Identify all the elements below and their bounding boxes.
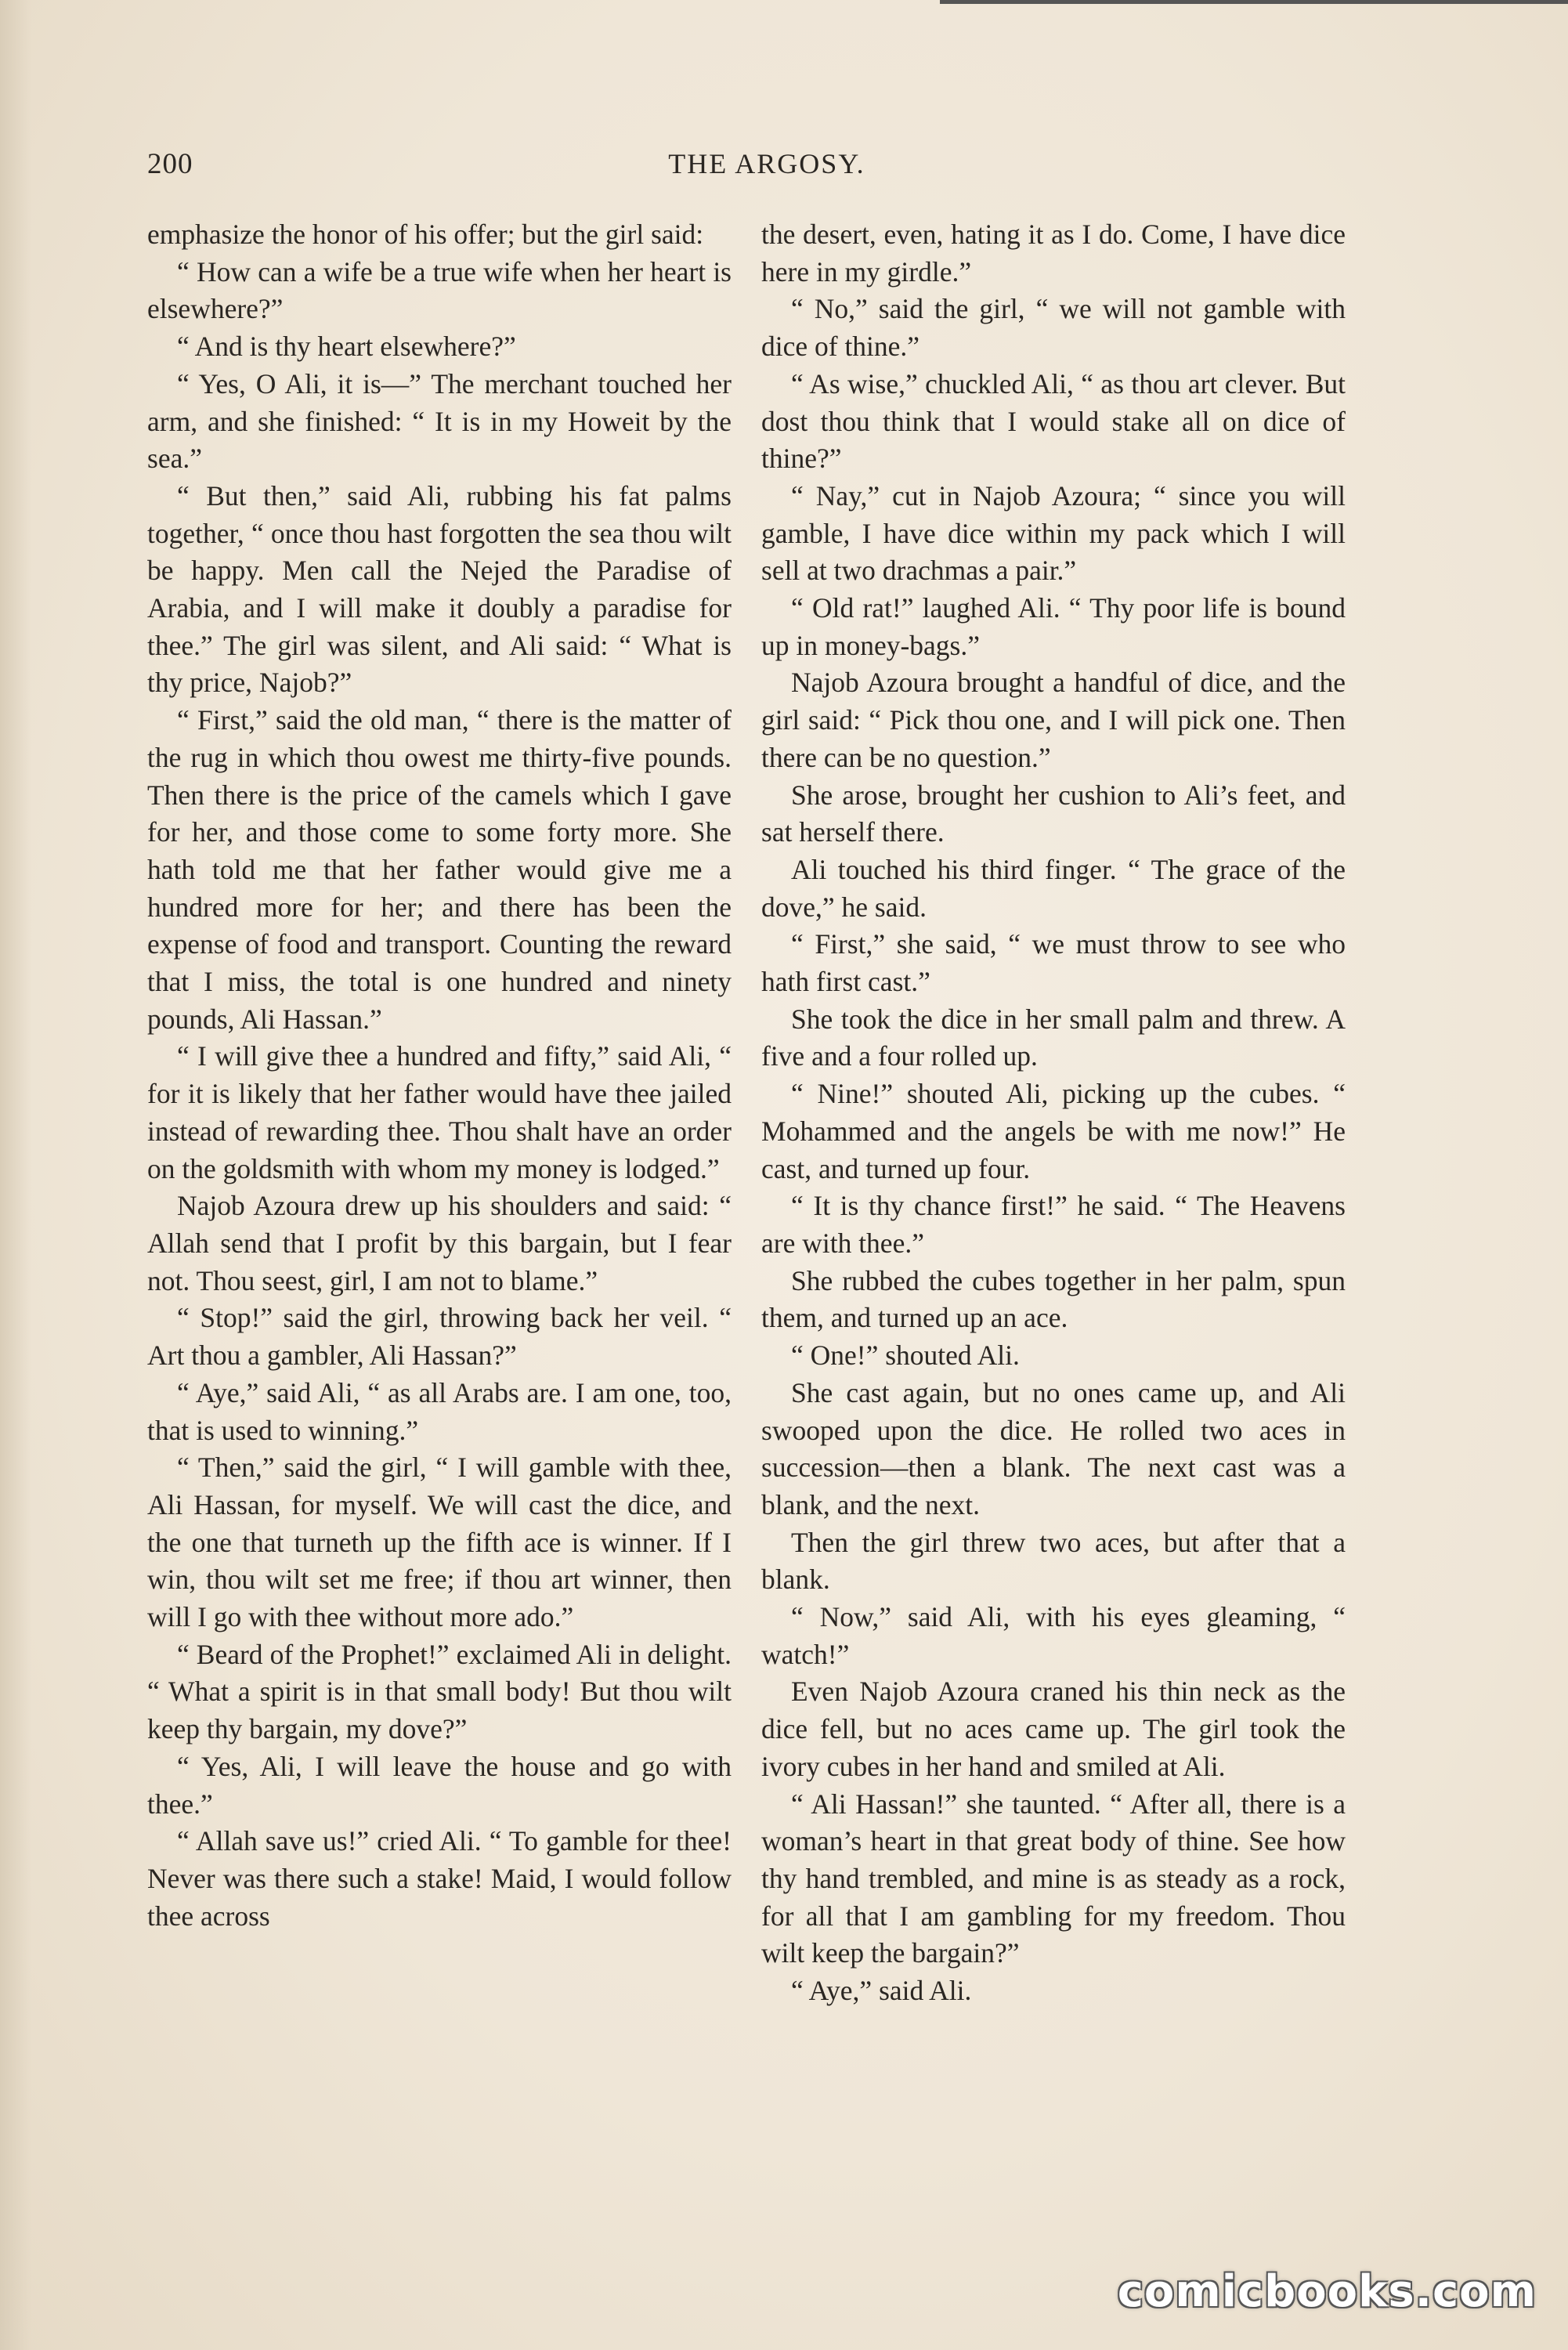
- paragraph: Then the girl threw two aces, but after that a blank.: [761, 1526, 1346, 1596]
- paragraph: emphasize the honor of his offer; but the girl said:: [147, 219, 704, 250]
- right-text-column: [761, 216, 1346, 2010]
- left-text-column: [147, 216, 732, 1935]
- running-title: THE ARGOSY.: [668, 148, 865, 179]
- paragraph: “ As wise,” chuckled Ali, “ as thou art clever. But dost thou think that I would stake all on dice of thine?”: [761, 367, 1346, 475]
- paragraph: “ No,” said the girl, “ we will not gamble with dice of thine.”: [761, 293, 1346, 363]
- page-header: [147, 147, 1386, 186]
- paragraph: “ First,” said the old man, “ there is the matter of the rug in which thou owest me thirty-five pounds. Then there is the price of the camels which I gave for her, and those come to some forty more. She hath told me that her father would give me a hundred more for her; and there has been the expense of food and transport. Counting the reward that I miss, the total is one hundred and ninety pounds, Ali Hassan.”: [147, 704, 732, 1035]
- paragraph: She took the dice in her small palm and threw. A five and a four rolled up.: [761, 1003, 1346, 1072]
- page-number: 200: [147, 148, 193, 180]
- paragraph: “ But then,” said Ali, rubbing his fat palms together, “ once thou hast forgotten the sea thou wilt be happy. Men call the Nejed the Paradise of Arabia, and I will make it doubly a paradise for thee.” The girl was silent, and Ali said: “ What is thy price, Najob?”: [147, 479, 732, 699]
- paragraph: “ One!” shouted Ali.: [791, 1340, 1020, 1372]
- paragraph: Ali touched his third finger. “ The grace of the dove,” he said.: [761, 853, 1346, 923]
- paragraph: She cast again, but no ones came up, and Ali swooped upon the dice. He rolled two aces in succession—then a blank. The next cast was a blank, and the next.: [761, 1376, 1346, 1520]
- binding-shadow: [0, 0, 31, 2350]
- paragraph: She arose, brought her cushion to Ali’s feet, and sat herself there.: [761, 779, 1346, 848]
- paragraph: “ Now,” said Ali, with his eyes gleaming, “ watch!”: [761, 1601, 1346, 1670]
- paragraph: “ Yes, O Ali, it is—” The merchant touched her arm, and she finished: “ It is in my Howeit by the sea.”: [147, 367, 732, 475]
- paragraph: “ Beard of the Prophet!” exclaimed Ali in delight. “ What a spirit is in that small body! But thou wilt keep thy bargain, my dove?”: [147, 1638, 732, 1745]
- paragraph: “ First,” she said, “ we must throw to see who hath first cast.”: [761, 928, 1346, 998]
- paragraph: “ Ali Hassan!” she taunted. “ After all, there is a woman’s heart in that great body of thine. See how thy hand trembled, and mine is as steady as a rock, for all that I am gambling for my freedom. Thou wilt keep the bargain?”: [761, 1788, 1346, 1969]
- paragraph: “ Stop!” said the girl, throwing back her veil. “ Art thou a gambler, Ali Hassan?”: [147, 1302, 732, 1372]
- top-edge-rule: [940, 0, 1568, 4]
- paragraph: “ Aye,” said Ali, “ as all Arabs are. I am one, too, that is used to winning.”: [147, 1376, 732, 1446]
- watermark-logo: comicbooks.com: [1117, 2266, 1537, 2317]
- paragraph: “ Old rat!” laughed Ali. “ Thy poor life is bound up in money-bags.”: [761, 592, 1346, 661]
- paragraph: “ Allah save us!” cried Ali. “ To gamble for thee! Never was there such a stake! Maid, I would follow thee across: [147, 1825, 732, 1932]
- paragraph: “ And is thy heart elsewhere?”: [177, 331, 516, 363]
- paragraph: the desert, even, hating it as I do. Come, I have dice here in my girdle.”: [761, 219, 1346, 287]
- paragraph: Najob Azoura drew up his shoulders and said: “ Allah send that I profit by this bargain, but I fear not. Thou seest, girl, I am not to blame.”: [147, 1190, 732, 1296]
- paragraph: “ I will give thee a hundred and fifty,” said Ali, “ for it is likely that her father would have thee jailed instead of rewarding thee. Thou shalt have an order on the goldsmith with whom my money is lodged.”: [147, 1040, 732, 1184]
- paragraph: “ Yes, Ali, I will leave the house and go with thee.”: [147, 1750, 732, 1820]
- paragraph: “ Aye,” said Ali.: [791, 1975, 972, 2007]
- paragraph: “ Then,” said the girl, “ I will gamble with thee, Ali Hassan, for myself. We will cast the dice, and the one that turneth up the fifth ace is winner. If I win, thou wilt set me free; if thou art winner, then will I go with thee without more ado.”: [147, 1452, 732, 1633]
- paragraph: She rubbed the cubes together in her palm, spun them, and turned up an ace.: [761, 1264, 1346, 1334]
- paragraph: Even Najob Azoura craned his thin neck as the dice fell, but no aces came up. The girl took the ivory cubes in her hand and smiled at Ali.: [761, 1676, 1346, 1782]
- paragraph: “ Nay,” cut in Najob Azoura; “ since you will gamble, I have dice within my pack which I will sell at two drachmas a pair.”: [761, 479, 1346, 587]
- paragraph: Najob Azoura brought a handful of dice, and the girl said: “ Pick thou one, and I will pick one. Then there can be no question.”: [761, 667, 1346, 773]
- paragraph: “ It is thy chance first!” he said. “ The Heavens are with thee.”: [761, 1190, 1346, 1259]
- paragraph: “ How can a wife be a true wife when her heart is elsewhere?”: [147, 255, 732, 325]
- paragraph: “ Nine!” shouted Ali, picking up the cubes. “ Mohammed and the angels be with me now!” He cast, and turned up four.: [761, 1078, 1346, 1184]
